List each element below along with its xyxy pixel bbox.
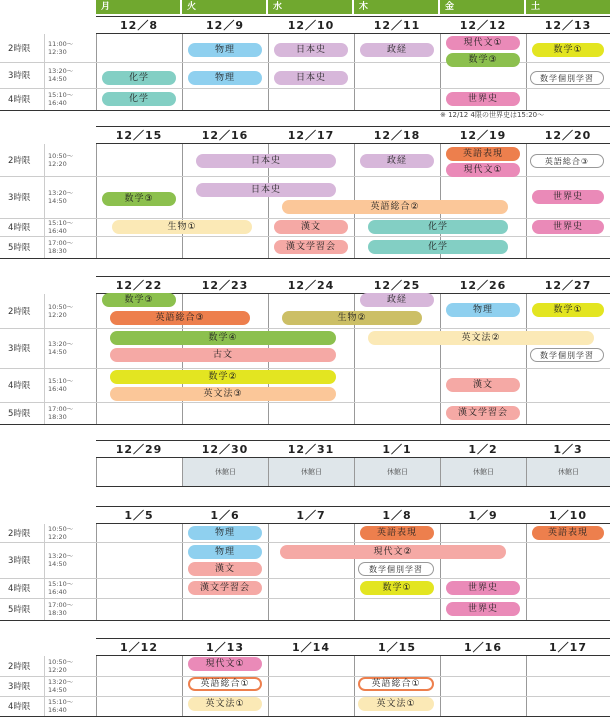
date-cell: 12／23 <box>182 276 268 294</box>
date-cell: 1／2 <box>440 440 526 458</box>
subject-pill: 数学③ <box>102 293 176 307</box>
label-divider <box>44 88 45 110</box>
row-line <box>0 236 610 237</box>
row-line <box>0 598 610 599</box>
day-sat: 土 <box>526 0 610 14</box>
date-cell: 12／17 <box>268 126 354 144</box>
date-cell: 1／9 <box>440 506 526 524</box>
date-cell: 1／14 <box>268 638 354 656</box>
row-line <box>0 176 610 177</box>
col-line <box>526 656 527 716</box>
date-cell: 1／10 <box>526 506 610 524</box>
period-time: 10:50〜 12:20 <box>48 525 74 541</box>
period-time: 15:10〜 16:40 <box>48 91 74 107</box>
date-cell: 12／27 <box>526 276 610 294</box>
period-label: 3時限 <box>8 556 31 566</box>
col-line <box>526 34 527 110</box>
date-cell: 12／11 <box>354 16 440 34</box>
date-cell: 12／8 <box>96 16 182 34</box>
day-fri: 金 <box>440 0 524 14</box>
period-label: 5時限 <box>8 605 31 615</box>
period-label: 2時限 <box>8 307 31 317</box>
col-line <box>354 458 355 486</box>
subject-pill: 日本史 <box>274 43 348 57</box>
subject-pill: 日本史 <box>196 154 336 168</box>
col-line <box>182 524 183 620</box>
period-label: 2時限 <box>8 44 31 54</box>
date-cell: 12／31 <box>268 440 354 458</box>
subject-pill: 物理 <box>188 43 262 57</box>
row-line <box>0 696 610 697</box>
period-time: 13:20〜 14:50 <box>48 67 74 83</box>
date-cell: 12／9 <box>182 16 268 34</box>
label-divider <box>44 328 45 368</box>
period-label: 2時限 <box>8 529 31 539</box>
subject-pill: 英文法③ <box>110 387 336 401</box>
subject-pill: 物理 <box>188 526 262 540</box>
day-wed: 水 <box>268 0 352 14</box>
subject-pill: 英文法② <box>368 331 594 345</box>
date-cell: 12／22 <box>96 276 182 294</box>
day-tue: 火 <box>182 0 266 14</box>
date-cell: 12／29 <box>96 440 182 458</box>
date-cell: 1／8 <box>354 506 440 524</box>
date-cell: 1／7 <box>268 506 354 524</box>
row-line <box>0 328 610 329</box>
period-label: 3時限 <box>8 682 31 692</box>
holiday-cell: 休館日 <box>183 458 268 486</box>
col-line <box>268 34 269 110</box>
subject-pill: 数学③ <box>102 192 176 206</box>
subject-pill: 現代文① <box>188 657 262 671</box>
subject-pill: 英語総合① <box>188 677 262 691</box>
subject-pill: 数学個別学習 <box>530 348 604 362</box>
subject-pill: 数学個別学習 <box>530 71 604 85</box>
subject-pill: 漢文 <box>188 562 262 576</box>
subject-pill: 化学 <box>368 240 508 254</box>
period-label: 4時限 <box>8 223 31 233</box>
label-divider <box>44 176 45 218</box>
subject-pill: 生物② <box>282 311 422 325</box>
date-cell: 1／12 <box>96 638 182 656</box>
label-divider <box>44 34 45 62</box>
row-line <box>0 676 610 677</box>
period-time: 15:10〜 16:40 <box>48 377 74 393</box>
holiday-cell: 休館日 <box>269 458 354 486</box>
col-line <box>354 34 355 110</box>
col-line <box>268 524 269 620</box>
date-cell: 1／16 <box>440 638 526 656</box>
subject-pill: 数学① <box>360 581 434 595</box>
date-cell: 12／18 <box>354 126 440 144</box>
col-line <box>440 524 441 620</box>
subject-pill: 漢文 <box>274 220 348 234</box>
date-cell: 1／3 <box>526 440 610 458</box>
period-time: 17:00〜 18:30 <box>48 239 74 255</box>
subject-pill: 化学 <box>368 220 508 234</box>
subject-pill: 数学① <box>532 303 604 317</box>
period-time: 17:00〜 18:30 <box>48 405 74 421</box>
col-line <box>182 656 183 716</box>
subject-pill: 数学個別学習 <box>358 562 434 576</box>
date-cell: 1／6 <box>182 506 268 524</box>
date-cell: 1／17 <box>526 638 610 656</box>
label-divider <box>44 368 45 402</box>
period-label: 3時限 <box>8 193 31 203</box>
day-mon: 月 <box>96 0 180 14</box>
subject-pill: 物理 <box>446 303 520 317</box>
period-time: 13:20〜 14:50 <box>48 678 74 694</box>
subject-pill: 化学 <box>102 92 176 106</box>
period-label: 4時限 <box>8 381 31 391</box>
date-cell: 12／26 <box>440 276 526 294</box>
subject-pill: 生物① <box>112 220 252 234</box>
date-cell: 1／15 <box>354 638 440 656</box>
subject-pill: 英語総合② <box>282 200 508 214</box>
period-time: 15:10〜 16:40 <box>48 219 74 235</box>
subject-pill: 英語表現 <box>532 526 604 540</box>
date-cell: 12／10 <box>268 16 354 34</box>
subject-pill: 英文法① <box>358 697 434 711</box>
subject-pill: 日本史 <box>196 183 336 197</box>
row-line <box>0 578 610 579</box>
col-line <box>526 294 527 424</box>
period-label: 2時限 <box>8 662 31 672</box>
label-divider <box>44 402 45 424</box>
label-divider <box>44 218 45 236</box>
period-time: 15:10〜 16:40 <box>48 580 74 596</box>
date-cell: 12／20 <box>526 126 610 144</box>
subject-pill: 現代文② <box>280 545 506 559</box>
period-time: 10:50〜 12:20 <box>48 658 74 674</box>
period-time: 13:20〜 14:50 <box>48 340 74 356</box>
subject-pill: 英文法① <box>188 697 262 711</box>
period-label: 2時限 <box>8 156 31 166</box>
date-cell: 1／5 <box>96 506 182 524</box>
col-line <box>182 34 183 110</box>
col-line <box>440 294 441 424</box>
subject-pill: 漢文学習会 <box>446 406 520 420</box>
subject-pill: 英語総合③ <box>110 311 250 325</box>
subject-pill: 漢文学習会 <box>274 240 348 254</box>
col-line <box>526 524 527 620</box>
period-label: 5時限 <box>8 409 31 419</box>
subject-pill: 英語表現 <box>446 147 520 161</box>
period-time: 11:00〜 12:30 <box>48 40 74 56</box>
label-divider <box>44 598 45 620</box>
subject-pill: 英語総合① <box>358 677 434 691</box>
date-cell: 12／16 <box>182 126 268 144</box>
subject-pill: 政経 <box>360 154 434 168</box>
subject-pill: 数学② <box>110 370 336 384</box>
period-time: 13:20〜 14:50 <box>48 552 74 568</box>
col-line <box>354 656 355 716</box>
subject-pill: 漢文学習会 <box>188 581 262 595</box>
label-divider <box>44 696 45 716</box>
period-time: 10:50〜 12:20 <box>48 152 74 168</box>
date-cell: 12／25 <box>354 276 440 294</box>
period-time: 15:10〜 16:40 <box>48 698 74 714</box>
period-label: 4時限 <box>8 702 31 712</box>
subject-pill: 漢文 <box>446 378 520 392</box>
col-line <box>268 458 269 486</box>
date-cell: 1／13 <box>182 638 268 656</box>
row-line <box>0 258 610 259</box>
label-divider <box>44 578 45 598</box>
date-cell: 12／19 <box>440 126 526 144</box>
subject-pill: 世界史 <box>532 190 604 204</box>
period-label: 4時限 <box>8 584 31 594</box>
label-divider <box>44 676 45 696</box>
subject-pill: 現代文① <box>446 163 520 177</box>
day-header-row <box>96 0 610 14</box>
label-divider <box>44 524 45 542</box>
subject-pill: 政経 <box>360 293 434 307</box>
subject-pill: 数学① <box>532 43 604 57</box>
row-line <box>0 88 610 89</box>
label-divider <box>44 294 45 328</box>
subject-pill: 現代文① <box>446 36 520 50</box>
col-line <box>96 458 97 486</box>
date-cell: 12／30 <box>182 440 268 458</box>
subject-pill: 物理 <box>188 71 262 85</box>
col-line <box>440 458 441 486</box>
day-thu: 木 <box>354 0 438 14</box>
subject-pill: 数学③ <box>446 53 520 67</box>
label-divider <box>44 656 45 676</box>
subject-pill: 化学 <box>102 71 176 85</box>
date-cell: 12／15 <box>96 126 182 144</box>
col-line <box>182 458 183 486</box>
col-line <box>440 34 441 110</box>
row-line <box>0 402 610 403</box>
subject-pill: 英語表現 <box>360 526 434 540</box>
row-line <box>0 620 610 621</box>
period-time: 17:00〜 18:30 <box>48 601 74 617</box>
subject-pill: 世界史 <box>446 92 520 106</box>
col-line <box>354 524 355 620</box>
subject-pill: 政経 <box>360 43 434 57</box>
holiday-cell: 休館日 <box>527 458 610 486</box>
row-line <box>0 542 610 543</box>
row-line <box>0 424 610 425</box>
date-cell: 12／12 <box>440 16 526 34</box>
period-time: 10:50〜 12:20 <box>48 303 74 319</box>
col-line <box>182 144 183 258</box>
label-divider <box>44 236 45 258</box>
date-cell: 1／1 <box>354 440 440 458</box>
subject-pill: 世界史 <box>446 602 520 616</box>
holiday-cell: 休館日 <box>355 458 440 486</box>
row-line <box>0 368 610 369</box>
period-label: 4時限 <box>8 95 31 105</box>
subject-pill: 日本史 <box>274 71 348 85</box>
period-label: 3時限 <box>8 344 31 354</box>
subject-pill: 英語総合③ <box>530 154 604 168</box>
col-line <box>526 458 527 486</box>
col-line <box>268 656 269 716</box>
date-cell: 12／13 <box>526 16 610 34</box>
row-line <box>96 486 610 487</box>
col-line <box>526 144 527 258</box>
subject-pill: 数学④ <box>110 331 336 345</box>
subject-pill: 物理 <box>188 545 262 559</box>
period-time: 13:20〜 14:50 <box>48 189 74 205</box>
label-divider <box>44 144 45 176</box>
note-text: ※ 12/12 4限の世界史は15:20〜 <box>440 111 545 119</box>
subject-pill: 古文 <box>110 348 336 362</box>
label-divider <box>44 542 45 578</box>
subject-pill: 世界史 <box>532 220 604 234</box>
period-label: 3時限 <box>8 71 31 81</box>
col-line <box>440 656 441 716</box>
label-divider <box>44 62 45 88</box>
period-label: 5時限 <box>8 243 31 253</box>
subject-pill: 世界史 <box>446 581 520 595</box>
holiday-cell: 休館日 <box>441 458 526 486</box>
date-cell: 12／24 <box>268 276 354 294</box>
